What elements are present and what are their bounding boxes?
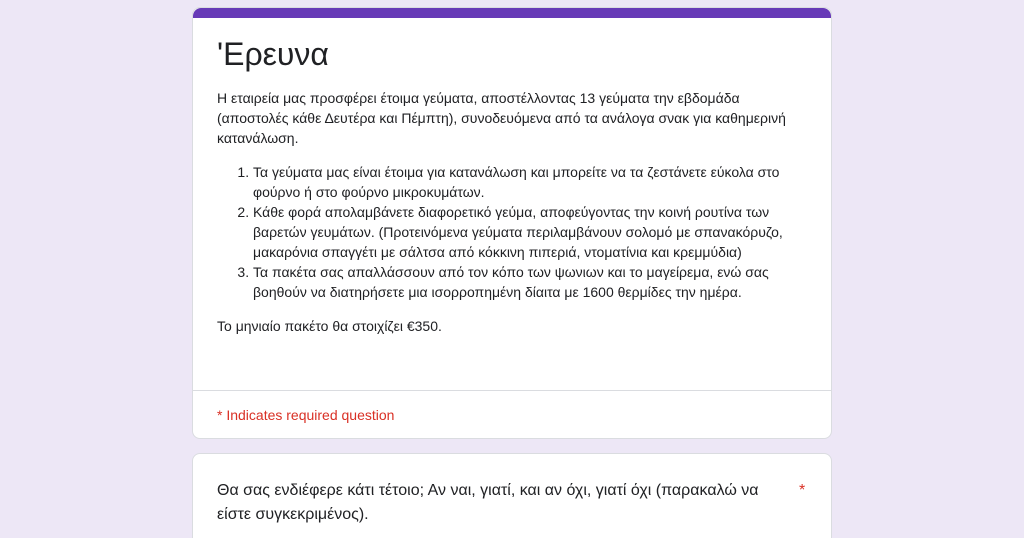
form-header-card — [192, 7, 832, 439]
form-description — [217, 88, 805, 336]
description-list-item: 1. Τα γεύματα μας είναι έτοιμα για κατανάλωση και μπορείτε να τα ζεστάνετε εύκολα στο φούρνο ή στο φούρνο μικροκυμάτων. — [253, 162, 805, 202]
description-list — [217, 162, 805, 302]
required-question-note: * Indicates required question — [217, 407, 395, 423]
form-accent-bar — [193, 8, 831, 18]
form-title: 'Ερευνα — [217, 36, 329, 72]
question-card — [192, 453, 832, 538]
question-title: Θα σας ενδιέφερε κάτι τέτοιο; Αν ναι, γιατί, και αν όχι, γιατί όχι (παρακαλώ να είστε συγκεκριμένος). — [217, 482, 759, 523]
description-list-item: 2. Κάθε φορά απολαμβάνετε διαφορετικό γεύμα, αποφεύγοντας την κοινή ρουτίνα των βαρετών γευμάτων. (Προτεινόμενα γεύματα περιλαμβάνουν σολομό με σπανακόρυζο, μακαρόνια σπαγγέτι με σάλτσα από κόκκινη πιπεριά, ντοματίνια και κρεμμύδια) — [253, 202, 805, 262]
required-asterisk: * — [799, 482, 806, 499]
header-divider — [193, 390, 831, 391]
description-list-item: 3. Τα πακέτα σας απαλλάσσουν από τον κόπο των ψωνιων και το μαγείρεμα, ενώ σας βοηθούν να διατηρήσετε μια ισορροπημένη δίαιτα με 1600 θερμίδες την ημέρα. — [253, 262, 805, 302]
description-intro: Η εταιρεία μας προσφέρει έτοιμα γεύματα, αποστέλλοντας 13 γεύματα την εβδομάδα (αποστολές κάθε Δευτέρα και Πέμπτη), συνοδευόμενα από τα ανάλογα σνακ για καθημερινή κατανάλωση. — [217, 90, 786, 146]
description-price: Το μηνιαίο πακέτο θα στοιχίζει €350. — [217, 318, 442, 334]
